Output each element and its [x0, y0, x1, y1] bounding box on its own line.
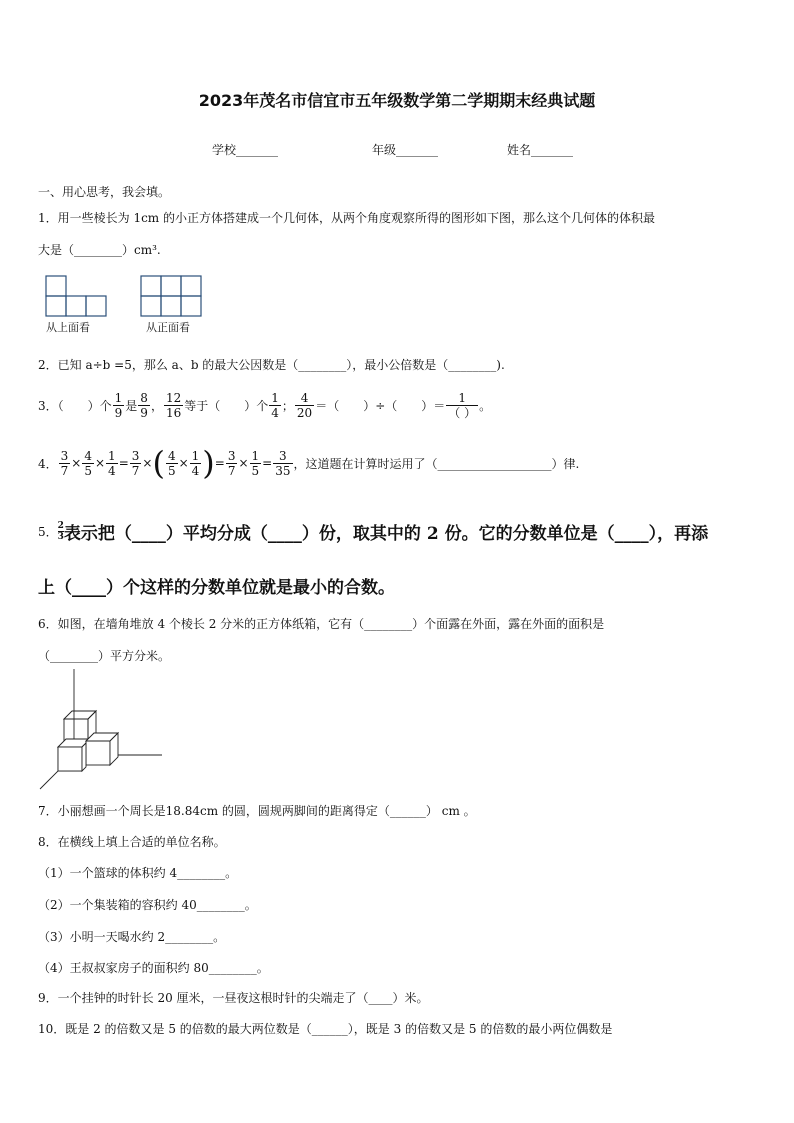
q3-fraction-6: $\frac{1}{( )}$ — [448, 391, 477, 420]
q4-frac: $\frac{1}{5}$ — [251, 448, 260, 478]
q4-op: = — [262, 456, 273, 470]
q4-prefix: 4． — [38, 456, 58, 471]
q4-op: × — [238, 456, 249, 470]
question-2: 2．已知 a÷b =5，那么 a、b 的最大公因数是（________），最小公倍数是（________). — [38, 358, 505, 372]
q4-frac: $\frac{3}{7}$ — [131, 448, 140, 478]
question-7: 7．小丽想画一个周长是18.84cm 的圆，圆规两脚间的距离得定（______） cm 。 — [38, 804, 476, 818]
question-10: 10．既是 2 的倍数又是 5 的倍数的最大两位数是（______），既是 3 的倍数又是 5 的倍数的最小两位偶数是 — [38, 1022, 613, 1036]
section-heading: 一、用心思考，我会填。 — [38, 185, 171, 199]
q3-text: ； — [281, 399, 294, 413]
q4-paren-open: ( — [152, 444, 165, 482]
q3-text: 。 — [479, 399, 492, 413]
q3-prefix: 3．（ ）个 — [38, 399, 112, 413]
question-5-line1 — [38, 519, 708, 544]
view-top-label: 从上面看 — [46, 321, 90, 334]
q4-frac: $\frac{3}{35}$ — [275, 448, 291, 478]
q5-label: 5． — [38, 525, 58, 539]
q4-op: × — [71, 456, 82, 470]
q4-op: × — [94, 456, 106, 470]
q4-frac: $\frac{1}{4}$ — [191, 448, 200, 478]
question-3 — [38, 391, 491, 420]
q3-text: 是 — [125, 399, 138, 413]
q4-frac: $\frac{3}{7}$ — [227, 448, 236, 478]
question-1-line2: 大是（________）cm³. — [38, 243, 161, 257]
q6-boxes-figure — [36, 667, 166, 795]
question-5-line2: 上（____）个这样的分数单位就是最小的合数。 — [38, 578, 395, 598]
q4-frac: $\frac{4}{5}$ — [167, 448, 176, 478]
q3-fraction-4: $\frac{1}{4}$ — [271, 391, 279, 420]
q3-text: ＝（ ）÷（ ）＝ — [315, 399, 446, 413]
q5-text: 表示把（____）平均分成（____）份，取其中的 2 份。它的分数单位是（____），再添 — [63, 524, 709, 544]
question-8-item: （1）一个篮球的体积约 4________。 — [38, 866, 238, 880]
question-8-item: （4）王叔叔家房子的面积约 80________。 — [38, 961, 269, 975]
q4-op: × — [178, 456, 189, 470]
q3-text: 等于（ ）个 — [184, 399, 269, 413]
question-8-item: （3）小明一天喝水约 2________。 — [38, 930, 226, 944]
q4-op: = — [118, 456, 129, 470]
question-6-line1: 6．如图，在墙角堆放 4 个棱长 2 分米的正方体纸箱，它有（________）个面露在外面，露在外面的面积是 — [38, 617, 605, 631]
q4-frac: $\frac{1}{4}$ — [108, 448, 116, 478]
q4-op: = — [214, 456, 225, 470]
q3-fraction-1: $\frac{1}{9}$ — [114, 391, 123, 420]
q3-fraction-3: $\frac{12}{16}$ — [165, 391, 182, 420]
q3-fraction-2: $\frac{8}{9}$ — [140, 391, 148, 420]
view-front-label: 从正面看 — [146, 321, 190, 334]
q4-frac: $\frac{3}{7}$ — [60, 448, 69, 478]
q3-text: ， — [150, 399, 163, 413]
grade-field: 年级_______ — [372, 143, 439, 157]
name-field: 姓名_______ — [507, 143, 574, 157]
q4-frac: $\frac{4}{5}$ — [84, 448, 92, 478]
page-title: 2023年茂名市信宜市五年级数学第二学期期末经典试题 — [198, 91, 596, 110]
question-4 — [38, 444, 580, 482]
q5-fraction: 2 3 — [57, 521, 64, 542]
q4-op: × — [142, 456, 153, 470]
question-9: 9．一个挂钟的时针长 20 厘米，一昼夜这根时针的尖端走了（____）米。 — [38, 991, 429, 1005]
q3-fraction-5: $\frac{4}{20}$ — [296, 391, 313, 420]
q4-suffix: ，这道题在计算时运用了（___________________）律. — [293, 456, 580, 471]
question-8-item: （2）一个集装箱的容积约 40________。 — [38, 898, 257, 912]
question-6-line2: （________）平方分米。 — [38, 649, 171, 663]
q4-paren-close: ) — [202, 444, 215, 482]
question-1-line1: 1．用一些棱长为 1cm 的小正方体搭建成一个几何体，从两个角度观察所得的图形如下图，那么这个几何体的体积最 — [38, 211, 656, 225]
school-field: 学校_______ — [212, 143, 279, 157]
question-8-intro: 8．在横线上填上合适的单位名称。 — [38, 835, 226, 849]
